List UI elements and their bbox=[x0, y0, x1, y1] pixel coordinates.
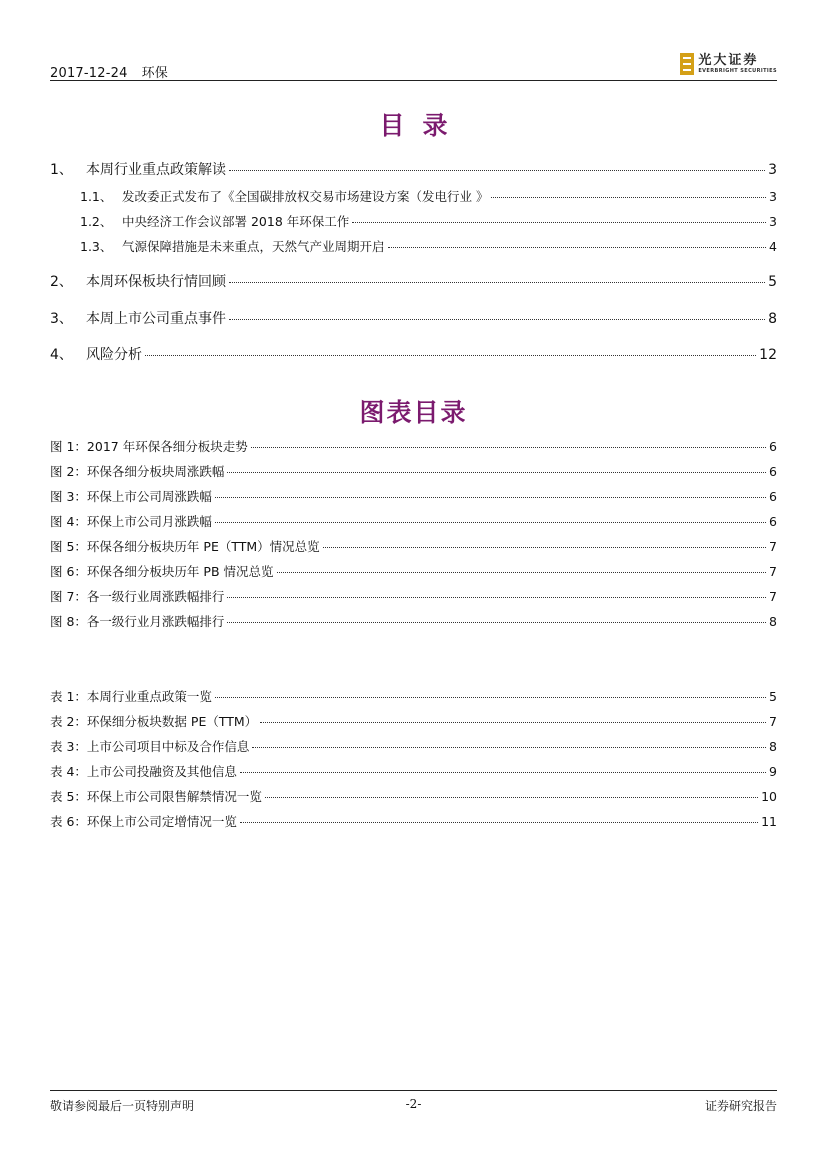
toc-entry-page: 12 bbox=[759, 347, 777, 363]
figure-entry[interactable] bbox=[50, 462, 777, 480]
dot-leader bbox=[215, 497, 766, 498]
table-entry-page: 10 bbox=[761, 789, 777, 804]
logo-chinese-name: 光大证券 bbox=[698, 53, 759, 68]
everbright-logo bbox=[680, 50, 777, 78]
figure-entry[interactable] bbox=[50, 562, 777, 580]
toc-entry-label: 发改委正式发布了《全国碳排放权交易市场建设方案（发电行业 》 bbox=[122, 189, 489, 204]
table-entry-page: 9 bbox=[769, 764, 777, 779]
dot-leader bbox=[277, 572, 767, 573]
figure-entry-label: 图 8：各一级行业月涨跌幅排行 bbox=[50, 614, 225, 629]
table-entry-label: 表 6：环保上市公司定增情况一览 bbox=[50, 814, 237, 829]
toc-title: 目录 bbox=[379, 111, 466, 140]
toc-subentry[interactable] bbox=[80, 237, 777, 255]
dot-leader bbox=[229, 170, 765, 171]
table-entry[interactable] bbox=[50, 762, 777, 780]
table-entry-label: 表 5：环保上市公司限售解禁情况一览 bbox=[50, 789, 262, 804]
figure-entry-page: 6 bbox=[769, 514, 777, 529]
figure-entry[interactable] bbox=[50, 537, 777, 555]
toc-entry-label: 本周行业重点政策解读 bbox=[86, 162, 226, 178]
dot-leader bbox=[240, 822, 758, 823]
dot-leader bbox=[215, 522, 766, 523]
toc-subentry[interactable] bbox=[80, 212, 777, 230]
toc-entry-number: 1.3、 bbox=[80, 239, 113, 254]
figure-entry-page: 8 bbox=[769, 614, 777, 629]
dot-leader bbox=[265, 797, 758, 798]
toc-entry[interactable] bbox=[50, 308, 777, 328]
dot-leader bbox=[323, 547, 766, 548]
table-entry[interactable] bbox=[50, 712, 777, 730]
table-entry-label: 表 3：上市公司项目中标及合作信息 bbox=[50, 739, 250, 754]
figure-entry-page: 7 bbox=[769, 589, 777, 604]
figure-entry[interactable] bbox=[50, 437, 777, 455]
toc-entry-number: 1.2、 bbox=[80, 214, 113, 229]
table-entry-page: 8 bbox=[769, 739, 777, 754]
table-entry-page: 11 bbox=[761, 814, 777, 829]
dot-leader bbox=[227, 472, 766, 473]
toc-entry-page: 4 bbox=[769, 239, 777, 254]
figure-entry-label: 图 4：环保上市公司月涨跌幅 bbox=[50, 514, 212, 529]
figure-entry-label: 图 5：环保各细分板块历年 PE（TTM）情况总览 bbox=[50, 539, 320, 554]
figure-entry-page: 6 bbox=[769, 489, 777, 504]
dot-leader bbox=[227, 597, 766, 598]
toc-entry-number: 1.1、 bbox=[80, 189, 113, 204]
toc-entry-label: 风险分析 bbox=[86, 347, 142, 363]
toc-entry-number: 4、 bbox=[50, 347, 73, 363]
page-header bbox=[50, 0, 777, 82]
report-date: 2017-12-24 bbox=[50, 66, 128, 81]
footer-doc-type: 证券研究报告 bbox=[704, 1099, 777, 1113]
figure-entry[interactable] bbox=[50, 587, 777, 605]
toc-entry-page: 3 bbox=[768, 162, 777, 178]
toc-entry-label: 中央经济工作会议部署 2018 年环保工作 bbox=[122, 214, 350, 229]
page-footer bbox=[50, 1090, 777, 1117]
toc-entry-page: 3 bbox=[769, 189, 777, 204]
table-entry[interactable] bbox=[50, 687, 777, 705]
footer-disclaimer: 敬请参阅最后一页特别声明 bbox=[50, 1099, 195, 1113]
figure-entry-page: 7 bbox=[769, 564, 777, 579]
toc-entry-page: 5 bbox=[768, 274, 777, 290]
footer-divider bbox=[50, 1090, 777, 1091]
table-entry-label: 表 1：本周行业重点政策一览 bbox=[50, 689, 212, 704]
dot-leader bbox=[252, 747, 766, 748]
toc-entry-label: 气源保障措施是未来重点，天然气产业周期开启 bbox=[122, 239, 385, 254]
table-entry[interactable] bbox=[50, 812, 777, 830]
toc-entry[interactable] bbox=[50, 344, 777, 364]
logo-english-name: EVERBRIGHT SECURITIES bbox=[698, 68, 777, 74]
dot-leader bbox=[229, 319, 765, 320]
figure-entry-label: 图 1：2017 年环保各细分板块走势 bbox=[50, 439, 248, 454]
figure-entry-label: 图 3：环保上市公司周涨跌幅 bbox=[50, 489, 212, 504]
toc-entry-number: 3、 bbox=[50, 311, 73, 327]
toc-entry-label: 本周环保板块行情回顾 bbox=[86, 274, 226, 290]
dot-leader bbox=[388, 247, 767, 248]
table-entry-page: 7 bbox=[769, 714, 777, 729]
toc-entry-number: 1、 bbox=[50, 162, 73, 178]
toc-entry-page: 3 bbox=[769, 214, 777, 229]
figures-title: 图表目录 bbox=[359, 398, 468, 427]
figure-entry[interactable] bbox=[50, 512, 777, 530]
toc-entry-number: 2、 bbox=[50, 274, 73, 290]
dot-leader bbox=[229, 282, 765, 283]
page-number: -2- bbox=[405, 1097, 422, 1111]
header-divider bbox=[50, 80, 777, 81]
header-info bbox=[50, 62, 168, 81]
figure-entry-page: 7 bbox=[769, 539, 777, 554]
dot-leader bbox=[491, 197, 766, 198]
figure-entry[interactable] bbox=[50, 612, 777, 630]
toc-entry[interactable] bbox=[50, 159, 777, 179]
table-entry[interactable] bbox=[50, 737, 777, 755]
table-entry-label: 表 4：上市公司投融资及其他信息 bbox=[50, 764, 237, 779]
toc-entry-page: 8 bbox=[768, 311, 777, 327]
figure-entry-label: 图 7：各一级行业周涨跌幅排行 bbox=[50, 589, 225, 604]
figure-entry-label: 图 2：环保各细分板块周涨跌幅 bbox=[50, 464, 225, 479]
dot-leader bbox=[352, 222, 766, 223]
figure-entry-page: 6 bbox=[769, 439, 777, 454]
dot-leader bbox=[215, 697, 766, 698]
dot-leader bbox=[227, 622, 766, 623]
figure-entry[interactable] bbox=[50, 487, 777, 505]
dot-leader bbox=[145, 355, 756, 356]
figure-entry-label: 图 6：环保各细分板块历年 PB 情况总览 bbox=[50, 564, 274, 579]
dot-leader bbox=[251, 447, 766, 448]
toc-entry-label: 本周上市公司重点事件 bbox=[86, 311, 226, 327]
table-entry-page: 5 bbox=[769, 689, 777, 704]
toc-entry[interactable] bbox=[50, 271, 777, 291]
figure-entry-page: 6 bbox=[769, 464, 777, 479]
report-sector: 环保 bbox=[141, 66, 168, 81]
dot-leader bbox=[260, 722, 766, 723]
table-entry[interactable] bbox=[50, 787, 777, 805]
toc-subentry[interactable] bbox=[80, 187, 777, 205]
logo-mark-icon bbox=[680, 53, 694, 75]
dot-leader bbox=[240, 772, 766, 773]
table-entry-label: 表 2：环保细分板块数据 PE（TTM） bbox=[50, 714, 258, 729]
